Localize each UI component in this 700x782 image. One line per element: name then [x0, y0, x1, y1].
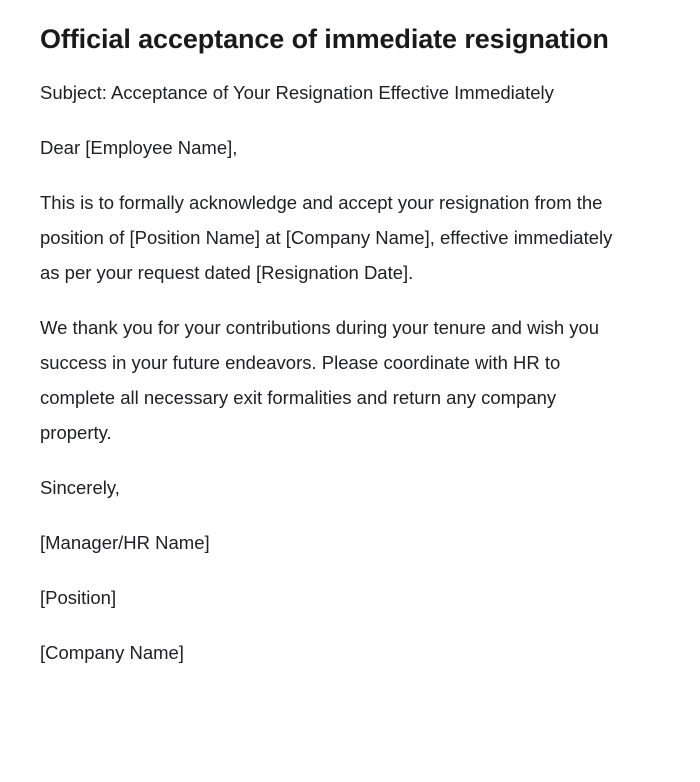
document-body [40, 56, 630, 670]
paragraph-signer-name: [Manager/HR Name] [40, 532, 210, 553]
paragraph-closing: Sincerely, [40, 477, 120, 498]
paragraph-signer-company: [Company Name] [40, 642, 184, 663]
paragraph-signer-position: [Position] [40, 587, 117, 608]
paragraph-thanks: We thank you for your contributions during your tenure and wish you success in your future endeavors. Please coordinate with HR to complete all necessary exit formalities and return any company property. [40, 317, 600, 443]
page-title: Official acceptance of immediate resignation [40, 24, 609, 54]
paragraph-acknowledgement: This is to formally acknowledge and accept your resignation from the position of [Position Name] at [Company Name], effective immediately as per your request dated [Resignation Date]. [40, 192, 613, 283]
paragraph-salutation: Dear [Employee Name], [40, 137, 238, 158]
paragraph-subject: Subject: Acceptance of Your Resignation Effective Immediately [40, 82, 554, 103]
